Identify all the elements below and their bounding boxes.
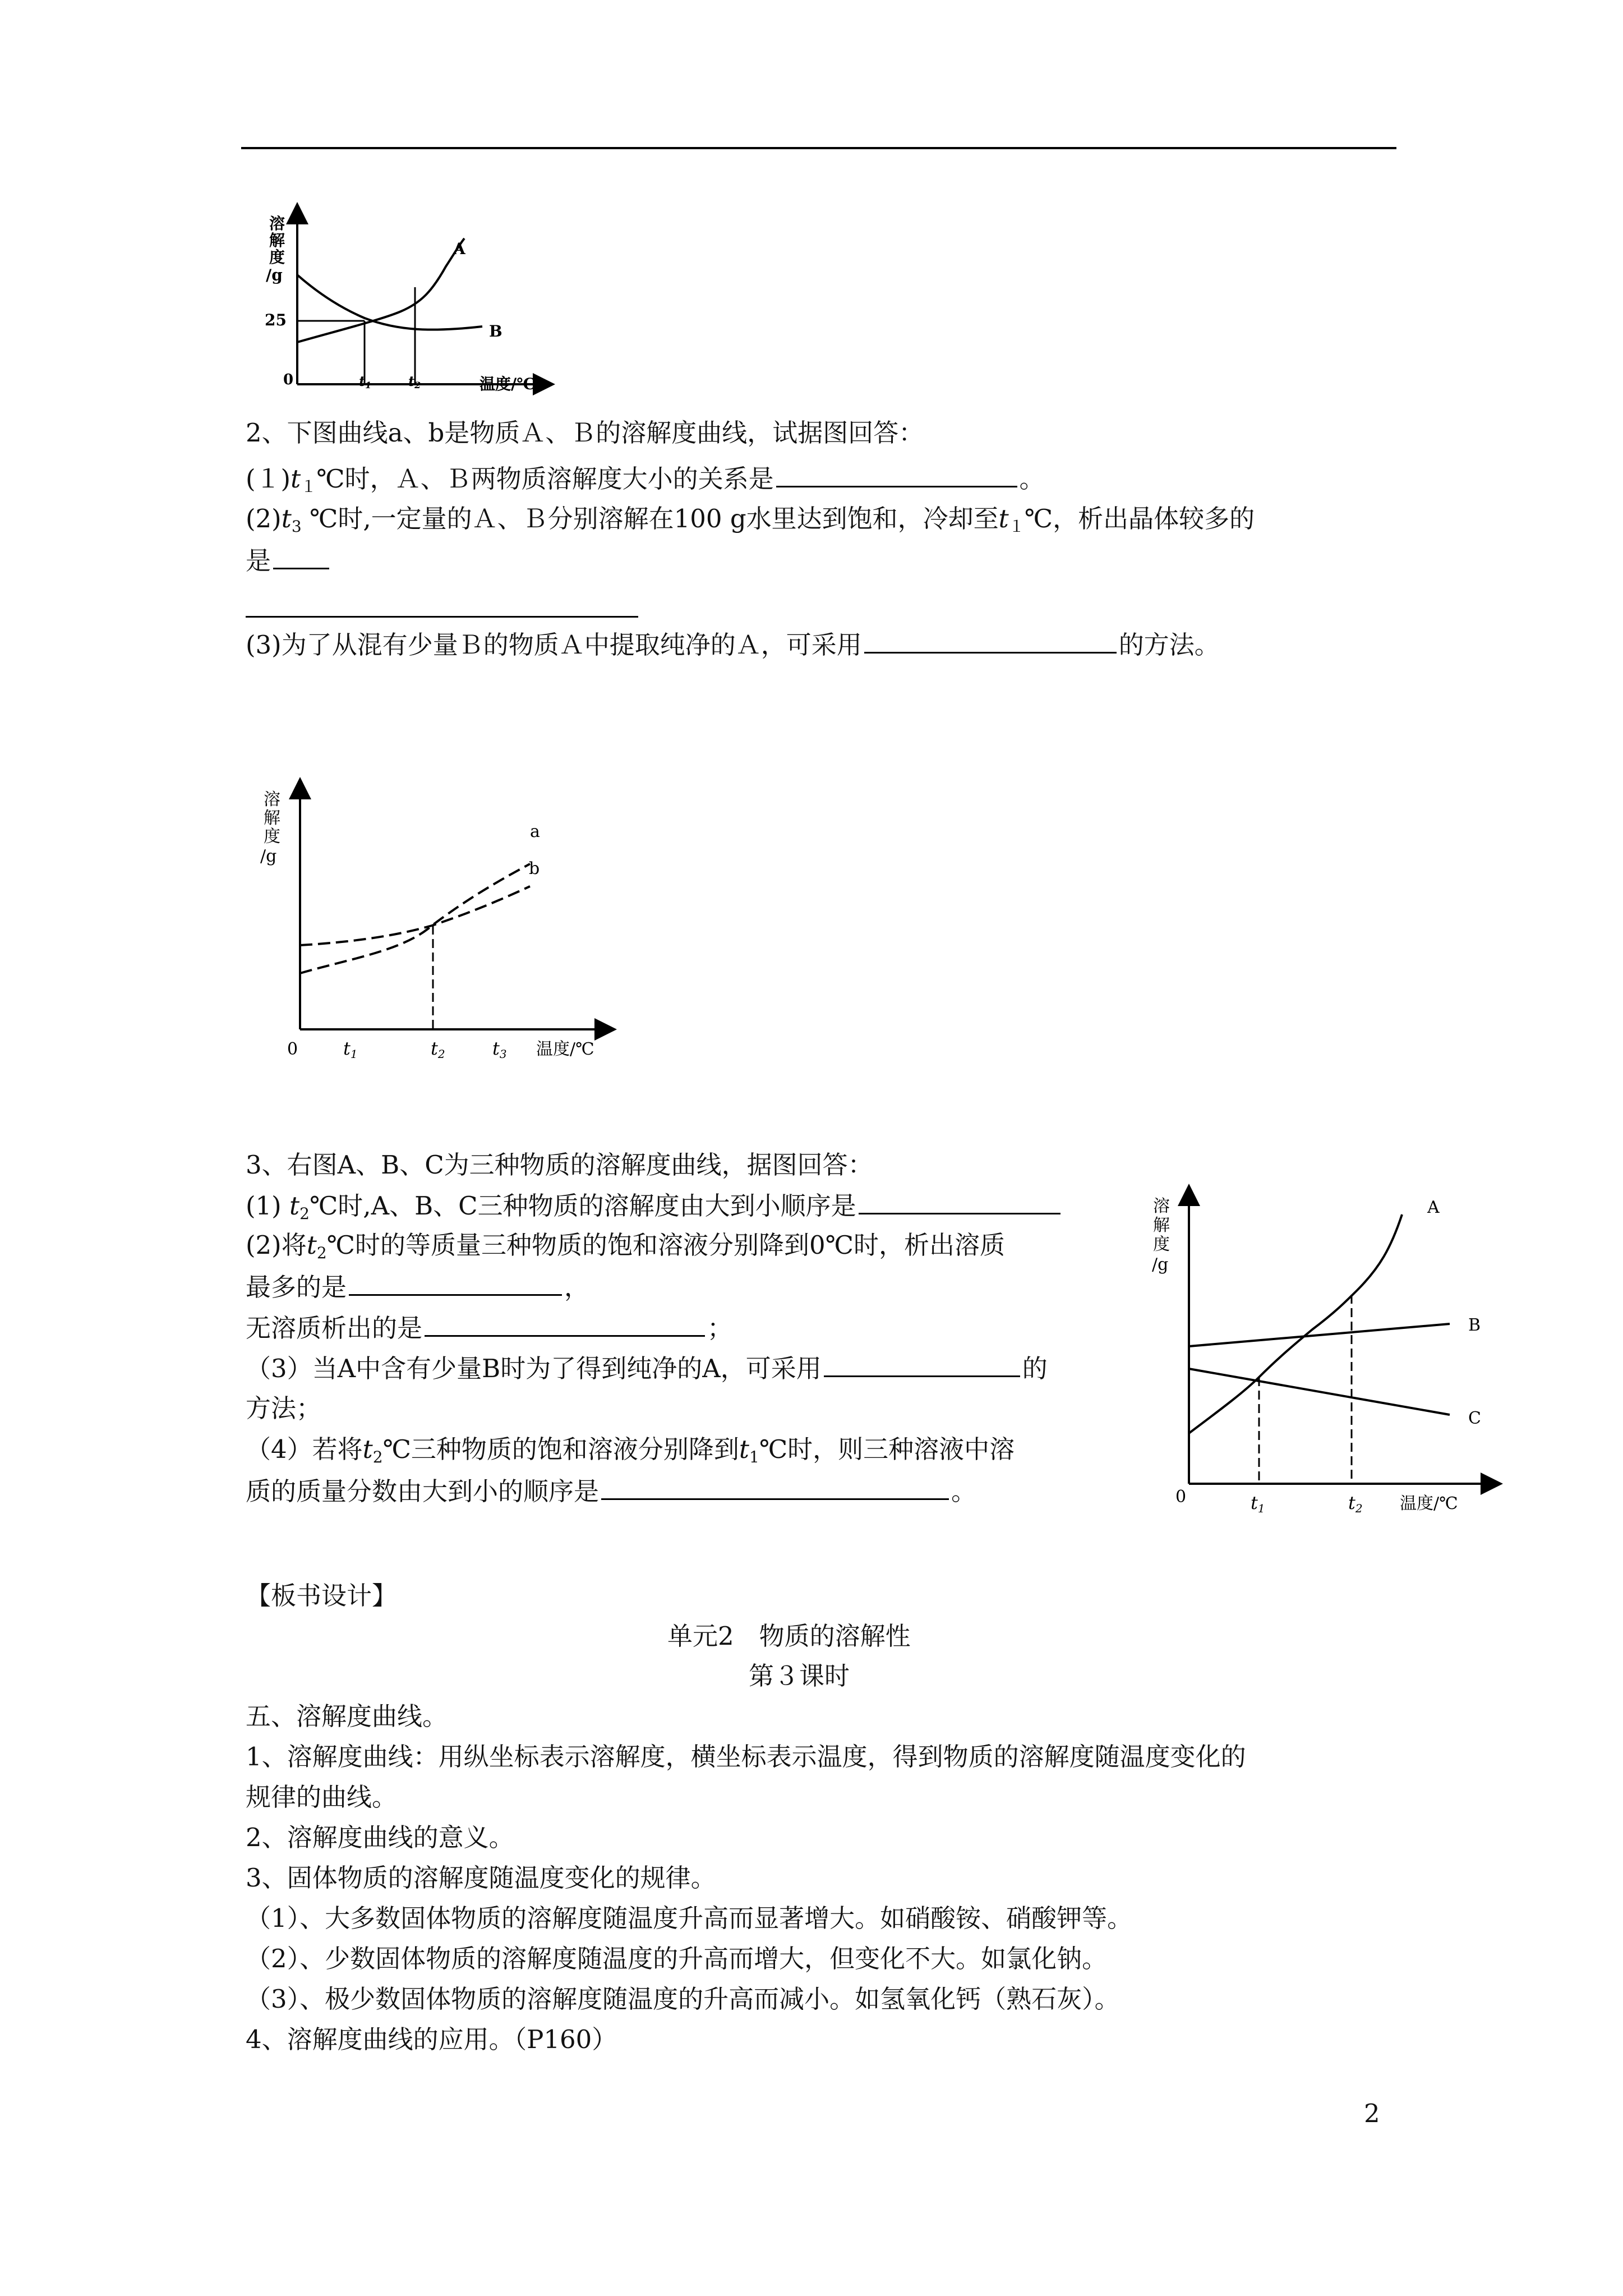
curve-a [297, 238, 464, 342]
q3-part2-line2: 最多的是 ， [246, 1269, 589, 1304]
ylabel-2: 解 [269, 231, 285, 250]
xtick-t1: t1 [359, 373, 372, 390]
q3-part3-line2: 方法； [246, 1393, 322, 1423]
q3-part1: (1) $t_2℃$时,A、B、C三种物质的溶解度由大到小顺序是 [246, 1188, 1063, 1231]
ylabel-1: 溶 [264, 790, 280, 809]
series-a-label: A [453, 240, 465, 258]
xtick-t2: t2 [408, 373, 421, 390]
q2-intro: 2、下图曲线a、b是物质Ａ、Ｂ的溶解度曲线，试据图回答： [246, 418, 924, 448]
series-b-label: B [489, 322, 502, 341]
header-rule [241, 147, 1396, 149]
board-line: （2）、少数固体物质的溶解度随温度的升高而增大，但变化不大。如氯化钠。 [246, 1944, 1108, 1973]
ylabel-2: 解 [264, 808, 280, 828]
q2-part2-line2: 是 [246, 543, 331, 578]
series-a-label: A [1427, 1198, 1440, 1217]
ylabel-3: 度 [269, 248, 285, 266]
q2-blank-3[interactable] [864, 627, 1117, 654]
board-line: 3、固体物质的溶解度随温度变化的规律。 [246, 1863, 716, 1893]
curve-b [300, 886, 530, 945]
xtick-t3: t3 [492, 1038, 507, 1061]
chart-1 [252, 202, 566, 404]
board-line: （1）、大多数固体物质的溶解度随温度升高而显著增大。如硝酸铵、硝酸钾等。 [246, 1903, 1133, 1933]
origin: 0 [1175, 1487, 1187, 1507]
ylabel-4: /g [1152, 1255, 1169, 1274]
board-line: 五、溶解度曲线。 [246, 1701, 448, 1731]
q2-blank-1[interactable] [776, 461, 1017, 487]
ylabel-4: /g [266, 266, 283, 284]
ylabel-4: /g [260, 846, 277, 866]
q3-part4-line2: 质的质量分数由大到小的顺序是 。 [246, 1474, 976, 1508]
xtick-t2: t2 [431, 1038, 445, 1061]
q2-blank-2b[interactable] [246, 616, 638, 618]
q3-part4: （4）若将$t_2℃$三种物质的饱和溶液分别降到$t_1℃$时，则三种溶液中溶 [246, 1434, 1015, 1466]
curve-b [1189, 1324, 1450, 1346]
q2-blank-2a[interactable] [273, 543, 329, 569]
series-b-label: b [529, 859, 540, 878]
chart-3 [1144, 1184, 1503, 1520]
series-b-label: B [1468, 1315, 1481, 1335]
ytick-25: 25 [265, 311, 287, 329]
q3-blank-5[interactable] [601, 1474, 949, 1500]
series-a-label: a [530, 822, 540, 841]
xlabel: 温度/℃ [1400, 1494, 1458, 1513]
q3-blank-2[interactable] [349, 1269, 562, 1296]
board-line: 1、溶解度曲线：用纵坐标表示溶解度，横坐标表示温度，得到物质的溶解度随温度变化的 [246, 1742, 1246, 1772]
chart-2 [252, 774, 634, 1066]
ylabel-3: 度 [264, 827, 280, 846]
q3-blank-3[interactable] [425, 1310, 705, 1337]
xtick-t2: t2 [1348, 1492, 1363, 1515]
board-line: （3）、极少数固体物质的溶解度随温度的升高而减小。如氢氧化钙（熟石灰）。 [246, 1984, 1120, 2014]
series-c-label: C [1468, 1409, 1481, 1428]
curve-a [300, 864, 530, 973]
q3-part2: (2)将$t_2℃$时的等质量三种物质的饱和溶液分别降到0℃时，析出溶质 [246, 1230, 1005, 1262]
board-line: 2、溶解度曲线的意义。 [246, 1823, 514, 1852]
q3-part3: （3）当A中含有少量B时为了得到纯净的A，可采用 的 [246, 1351, 1048, 1386]
board-title: 单元2 物质的溶解性 [667, 1621, 911, 1651]
origin: 0 [283, 371, 294, 388]
q2-part1: $(1)t_1℃$时，Ａ、Ｂ两物质溶解度大小的关系是 。 [246, 461, 1045, 504]
q2-part2: $(2)t_3$ ℃时,一定量的Ａ、Ｂ分别溶解在100 g水里达到饱和，冷却至$t_1℃$，析出晶体较多的 [246, 504, 1255, 536]
q3-blank-4[interactable] [824, 1351, 1020, 1377]
board-line: 4、溶解度曲线的应用。（P160） [246, 2024, 617, 2054]
xtick-t1: t1 [343, 1038, 358, 1061]
board-line: 规律的曲线。 [246, 1782, 398, 1812]
q2-part3: (3)为了从混有少量Ｂ的物质Ａ中提取纯净的Ａ，可采用 的方法。 [246, 627, 1220, 662]
xlabel: 温度/℃ [479, 375, 536, 393]
board-heading: 【板书设计】 [246, 1581, 398, 1611]
xtick-t1: t1 [1251, 1492, 1265, 1515]
ylabel-2: 解 [1153, 1216, 1170, 1235]
curve-c [1189, 1369, 1450, 1415]
q3-intro: 3、右图A、B、C为三种物质的溶解度曲线，据图回答： [246, 1150, 873, 1180]
xlabel: 温度/℃ [536, 1039, 594, 1059]
q3-part2-line3: 无溶质析出的是 ； [246, 1310, 732, 1345]
page-number: 2 [1364, 2099, 1380, 2128]
ylabel-3: 度 [1153, 1235, 1170, 1254]
q3-blank-1[interactable] [859, 1188, 1061, 1214]
board-subtitle: 第３课时 [749, 1661, 850, 1691]
ylabel-1: 溶 [1153, 1197, 1170, 1216]
origin: 0 [287, 1039, 298, 1059]
ylabel-1: 溶 [269, 214, 285, 233]
